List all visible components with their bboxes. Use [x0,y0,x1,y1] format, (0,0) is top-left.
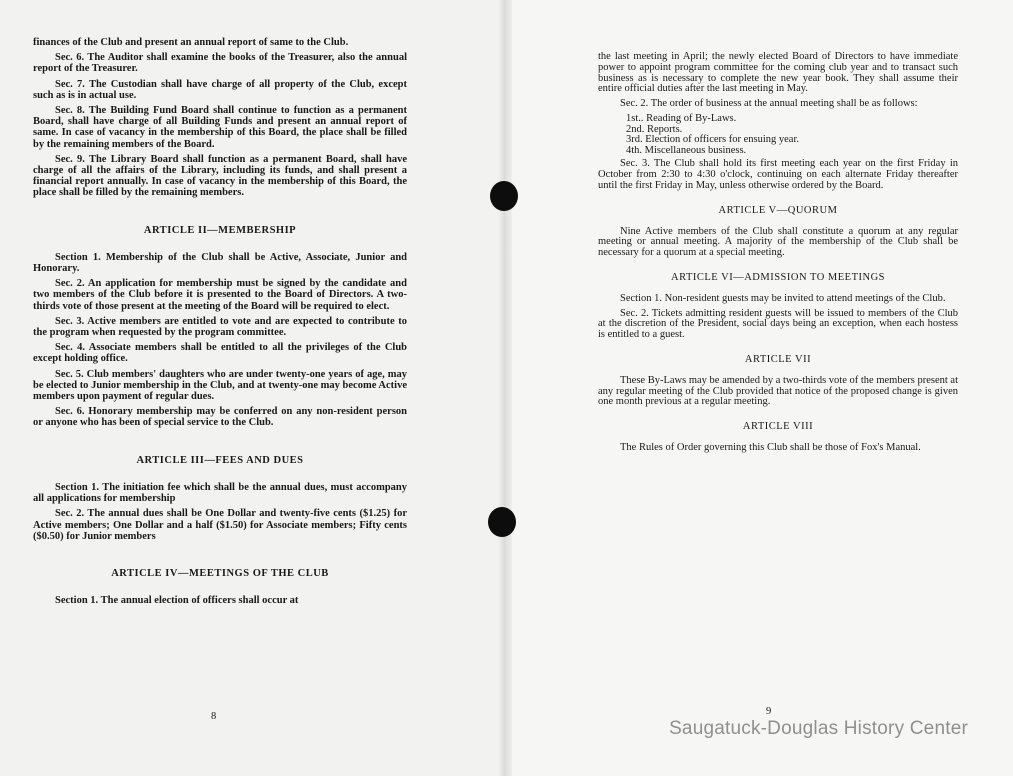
bylaw-paragraph: Sec. 2. An application for membership must be signed by the candidate and two members of the Club before it is presented to the Board of Directors. A two-thirds vote of those present at the meeting of the Board will be required to elect. [33,278,407,312]
bylaw-paragraph: finances of the Club and present an annual report of same to the Club. [33,37,349,48]
bylaw-paragraph: Section 1. The initiation fee which shall be the annual dues, must accompany all applications for membership [33,481,407,505]
bylaw-paragraph: Sec. 2. The annual dues shall be One Dollar and twenty-five cents ($1.25) for Active members; One Dollar and a half ($1.50) for Associate members; Fifty cents ($0.50) for Junior members [33,508,407,542]
bylaw-paragraph: Sec. 8. The Building Fund Board shall continue to function as a permanent Board, shall have charge of all Building Funds and present an annual report of same. In case of vacancy in the membership of this Board, the place shall be filled by the remaining members of the Board. [33,105,407,150]
page-gutter [498,0,512,776]
right-page-number: 9 [766,706,772,717]
bylaw-paragraph: Sec. 6. The Auditor shall examine the books of the Treasurer, also the annual report of the Treasurer. [33,52,407,75]
bylaw-paragraph: Sec. 9. The Library Board shall function as a permanent Board, shall have charge of all the affairs of the Library, including its funds, and shall present a financial report annually. In case of vacancy in the membership of this Board, the place shall be filled by the remaining members. [33,153,407,199]
bylaw-paragraph: These By-Laws may be amended by a two-thirds vote of the members present at any regular meeting of the Club provided that notice of the proposed change is given one month previous at a regular meeting. [598,374,958,408]
list-item: 1st.. Reading of By-Laws. [626,112,737,124]
list-item: 3rd. Election of officers for ensuing year. [626,134,799,146]
article-heading: ARTICLE V—QUORUM [718,204,838,216]
list-item: 4th. Miscellaneous business. [626,144,747,156]
order-of-business-list [598,114,958,156]
bylaw-paragraph: Sec. 7. The Custodian shall have charge of all property of the Club, except such as is in actual use. [33,78,407,101]
punch-hole-bottom [488,507,516,537]
bylaw-paragraph: Sec. 3. The Club shall hold its first meeting each year on the first Friday in October from 2:30 to 4:30 o'clock, continuing on each alternate Friday thereafter until the first Friday in May, unless otherwise ordered by the Board. [598,158,958,191]
bylaw-paragraph: Sec. 5. Club members' daughters who are under twenty-one years of age, may be elected to Junior membership in the Club, and at twenty-one may become Active members upon payment of regular dues. [33,368,407,403]
punch-hole-top [490,181,518,211]
article-heading: ARTICLE VIII [742,421,814,433]
article-heading: ARTICLE II—MEMBERSHIP [143,224,297,236]
watermark: Saugatuck-Douglas History Center [669,718,968,739]
left-page-number: 8 [211,711,217,722]
bylaw-paragraph: Sec. 3. Active members are entitled to vote and are expected to contribute to the program when requested by the program committee. [33,315,407,339]
right-page-text [598,52,958,458]
bylaw-paragraph: Nine Active members of the Club shall constitute a quorum at any regular meeting or annual meeting. A majority of the membership of the Club shall be necessary for a quorum at a special meeting. [598,225,958,259]
bylaw-paragraph: The Rules of Order governing this Club shall be those of Fox's Manual. [620,441,921,453]
list-item: 2nd. Reports. [626,123,683,135]
bylaw-paragraph: Section 1. Membership of the Club shall be Active, Associate, Junior and Honorary. [33,251,407,275]
article-heading: ARTICLE VI—ADMISSION TO MEETINGS [671,271,885,283]
bylaw-paragraph: the last meeting in April; the newly elected Board of Directors to have immediate power to appoint program committee for the coming club year and to transact such business as is necessary to complete the new year book. They shall assume their entire official duties after the last meeting in May. [598,51,958,95]
bylaw-paragraph: Sec. 2. The order of business at the annual meeting shall be as follows: [620,98,918,110]
right-page [505,0,1013,776]
bylaw-paragraph: Sec. 2. Tickets admitting resident guests will be issued to members of the Club at the discretion of the President, social days being an exception, when each hostess is entitled to a guest. [598,307,958,341]
left-page [0,0,505,776]
bylaw-paragraph: Sec. 4. Associate members shall be entitled to all the privileges of the Club except holding office. [33,342,407,365]
article-heading: ARTICLE III—FEES AND DUES [136,454,304,466]
bylaw-paragraph: Section 1. Non-resident guests may be invited to attend meetings of the Club. [620,292,946,304]
left-page-text [33,37,407,610]
article-heading: ARTICLE VII [744,353,812,365]
bylaw-paragraph: Section 1. The annual election of officers shall occur at [55,595,299,607]
bylaw-paragraph: Sec. 6. Honorary membership may be conferred on any non-resident person or anyone who has been of special service to the Club. [33,406,407,429]
article-heading: ARTICLE IV—MEETINGS OF THE CLUB [111,567,329,579]
